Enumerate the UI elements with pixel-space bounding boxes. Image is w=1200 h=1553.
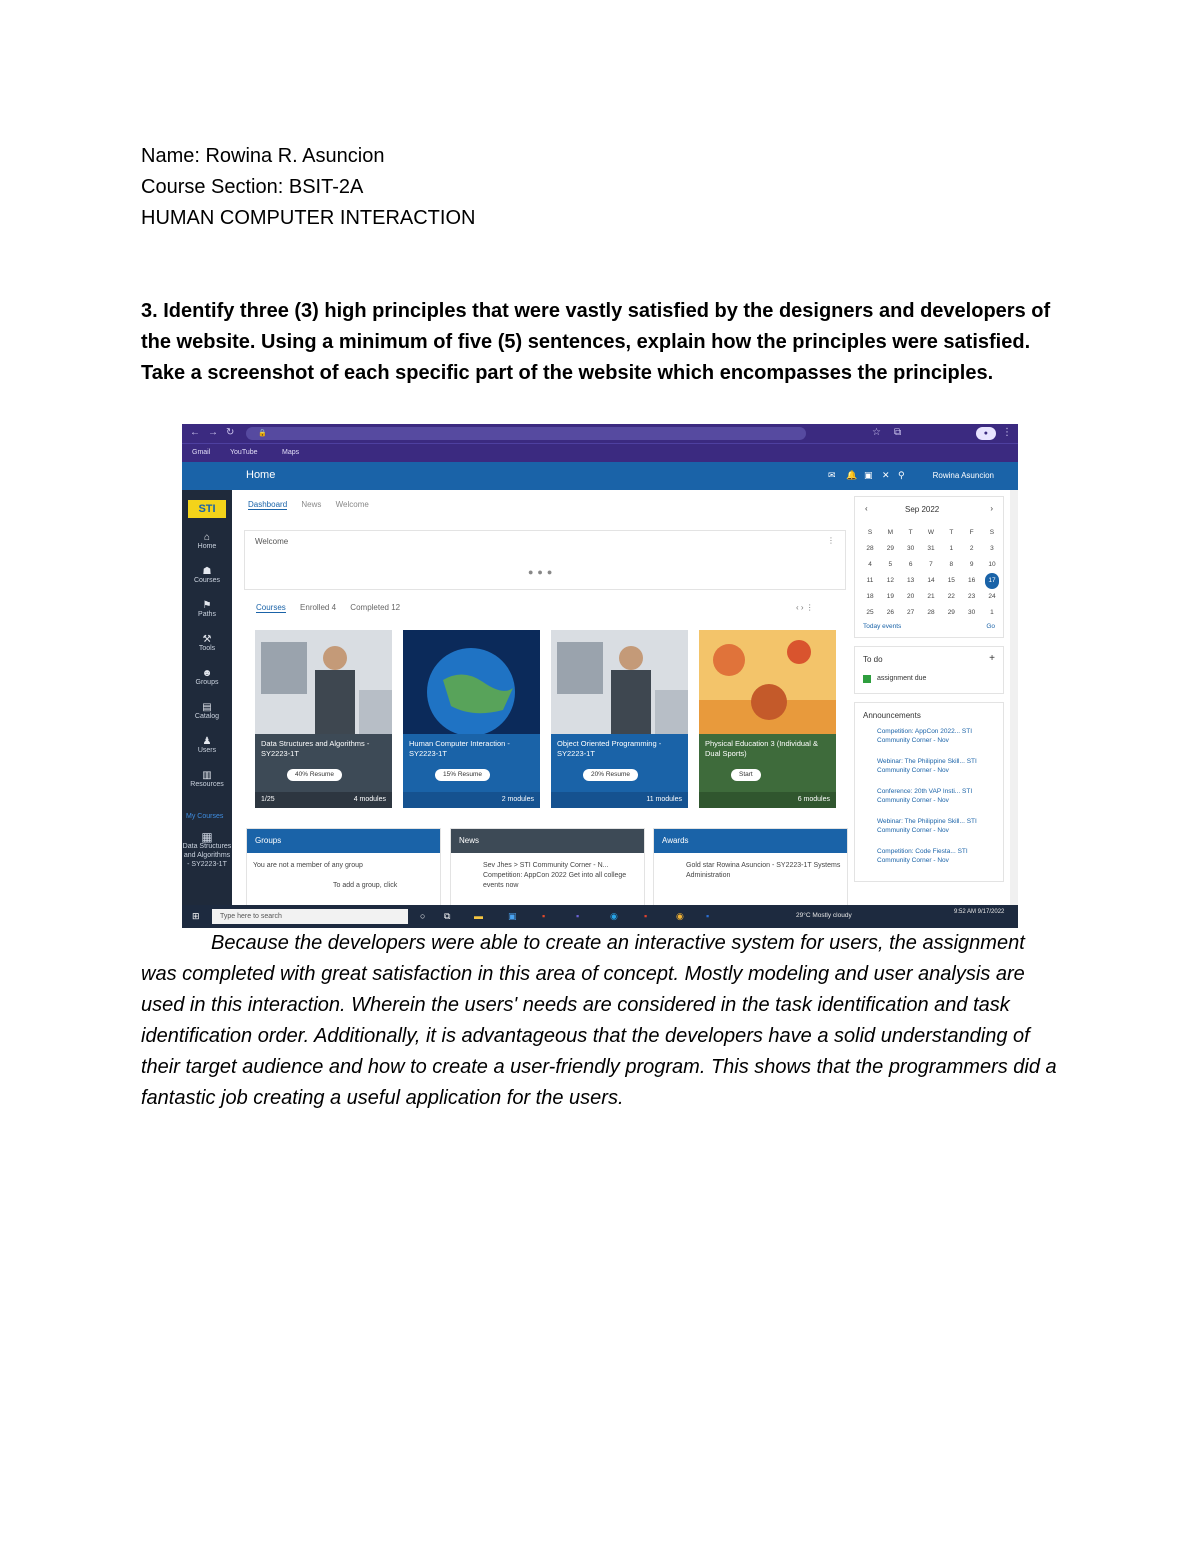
tools-icon: ⚒ (202, 634, 212, 645)
calendar-day[interactable]: 18 (866, 593, 874, 600)
course-progress: 1/25 (261, 796, 275, 803)
puzzle-icon[interactable]: ⧉ (894, 427, 902, 438)
calendar-weekday-row (863, 525, 999, 541)
app-title: Home (246, 469, 276, 481)
tab-dashboard[interactable]: Dashboard (248, 500, 288, 509)
welcome-title: Welcome (255, 537, 289, 546)
calendar-week-row (863, 557, 999, 573)
course-band (255, 734, 392, 792)
sidebar-item-tools[interactable]: ⚒ Tools (182, 634, 232, 652)
paths-icon: ⚑ (202, 600, 212, 611)
calendar-footer-right[interactable]: Go (986, 623, 995, 630)
bookmarks-bar (182, 443, 1018, 463)
address-bar[interactable]: 🔒 (246, 427, 806, 440)
file-explorer-icon[interactable]: ▬ (474, 911, 483, 921)
calendar-day[interactable]: 4 (868, 561, 872, 568)
calendar-day[interactable]: 1 (990, 609, 994, 616)
calendar-weekday: T (908, 529, 913, 536)
student-name: Name: Rowina R. Asuncion (141, 145, 385, 167)
windows-taskbar (182, 905, 1018, 928)
calendar-prev-icon[interactable]: ‹ (865, 504, 868, 513)
announcement-item[interactable]: Webinar: The Philippine Skill... STI Community Corner - Nov (877, 818, 977, 834)
start-button[interactable]: Start (731, 769, 761, 781)
forward-icon[interactable]: → (208, 427, 218, 438)
my-courses-label: My Courses (186, 813, 224, 820)
teams-icon[interactable]: ▪ (576, 911, 580, 921)
calendar-day[interactable]: 26 (886, 609, 894, 616)
search-icon[interactable]: ⚲ (898, 470, 905, 480)
calendar-day[interactable]: 3 (990, 545, 994, 552)
calendar-day[interactable]: 6 (908, 561, 913, 568)
calendar-day[interactable]: 28 (927, 609, 935, 616)
tab-completed[interactable]: Completed 12 (350, 603, 401, 612)
course-card[interactable] (551, 630, 688, 808)
calendar-day[interactable]: 11 (866, 577, 874, 584)
website-screenshot (182, 424, 1018, 928)
checkbox-icon[interactable] (863, 675, 871, 683)
panel-body: Sev Jhes > STI Community Corner - N... Competition: AppCon 2022 Get into all college events now (483, 862, 627, 889)
calendar-day[interactable]: 9 (969, 561, 974, 568)
calendar-day[interactable]: 2 (969, 545, 974, 552)
course-card[interactable] (403, 630, 540, 808)
answer-paragraph (141, 928, 1061, 1114)
course-thumb-icon: ▦ (201, 830, 213, 844)
course-title: Data Structures and Algorithms - SY2223-1T (261, 739, 370, 758)
sidebar (182, 490, 232, 905)
course-footer (699, 792, 836, 808)
calendar-day[interactable]: 30 (968, 609, 976, 616)
right-column (854, 496, 1004, 904)
calendar-day[interactable]: 27 (907, 609, 915, 616)
welcome-card (244, 530, 846, 590)
calendar-day[interactable]: 5 (888, 561, 893, 568)
taskbar-search[interactable]: Type here to search (212, 909, 408, 924)
calendar-weekday: W (927, 529, 935, 536)
course-tabs (256, 603, 412, 612)
calendar-day[interactable]: 25 (866, 609, 874, 616)
calendar-weekday: F (969, 529, 974, 536)
bookmark-youtube[interactable]: YouTube (230, 449, 258, 456)
welcome-menu-icon[interactable]: ⋮ (827, 536, 835, 545)
course-modules: 4 modules (353, 796, 386, 803)
extension-icon[interactable]: ☆ (872, 427, 881, 438)
store-icon[interactable]: ▣ (508, 911, 517, 921)
groups-icon: ☻ (201, 668, 213, 679)
course-band (403, 734, 540, 792)
calendar-weekday: S (867, 529, 873, 536)
announcement-item[interactable]: Conference: 20th VAP Insti... STI Community Corner - Nov (877, 788, 973, 804)
browser-toolbar (182, 424, 1018, 443)
course-modules: 11 modules (646, 796, 682, 803)
page-scrollbar[interactable] (1010, 490, 1018, 905)
course-card[interactable] (699, 630, 836, 808)
sti-logo[interactable]: STI (188, 500, 226, 518)
sidebar-item-users[interactable]: ♟ Users (182, 736, 232, 754)
add-todo-icon[interactable]: + (989, 653, 995, 664)
todo-item: assignment due (877, 675, 927, 682)
calendar-week-row (863, 605, 999, 621)
clock[interactable]: 9:52 AM 9/17/2022 (954, 909, 1005, 915)
word-icon[interactable]: ▪ (706, 911, 710, 921)
calendar-day[interactable]: 17 (985, 573, 999, 589)
resources-icon: ▥ (202, 770, 212, 781)
calendar-week-row (863, 541, 999, 557)
course-band (699, 734, 836, 792)
calendar-day[interactable]: 21 (927, 593, 935, 600)
calendar-day[interactable]: 24 (988, 593, 996, 600)
notification-icon[interactable]: 🔔 (846, 470, 858, 480)
question-text: 3. Identify three (3) high principles that were vastly satisfied by the designers and developers of the website. Using a minimum of five (5) sentences, explain how the principles were satisfied. Take a screenshot of each specific part of the website which encompasses the principles. (141, 300, 1051, 384)
home-icon: ⌂ (203, 532, 211, 543)
panel-header: News (451, 829, 644, 853)
announcement-item[interactable]: Competition: AppCon 2022... STI Community Corner - Nov (877, 728, 973, 744)
course-section: Course Section: BSIT-2A (141, 176, 364, 198)
mail-icon[interactable]: ✉ (828, 470, 836, 480)
course-footer (255, 792, 392, 808)
resume-button[interactable]: 40% Resume (287, 769, 342, 781)
sidebar-item-resources[interactable]: ▥ Resources (182, 770, 232, 788)
calendar-day[interactable]: 29 (886, 545, 894, 552)
calendar-day[interactable]: 20 (907, 593, 915, 600)
calendar-day[interactable]: 14 (927, 577, 935, 584)
courses-icon: ☗ (202, 566, 212, 577)
resume-button[interactable]: 15% Resume (435, 769, 490, 781)
weather-widget[interactable]: 29°C Mostly cloudy (796, 912, 852, 919)
course-title: Physical Education 3 (Individual & Dual Sports) (705, 739, 818, 758)
todo-title: To do (863, 655, 883, 664)
panel-body: Gold star Rowina Asuncion - SY2223-1T Systems Administration (686, 862, 841, 879)
carousel-dots[interactable]: ●●● (528, 567, 557, 577)
calendar-week-row (863, 589, 999, 605)
tab-news[interactable]: News (301, 500, 322, 509)
calendar-day[interactable]: 7 (929, 561, 933, 568)
office-icon[interactable]: ▪ (542, 911, 546, 921)
calendar-weekday: S (989, 529, 995, 536)
calendar-week-row (863, 573, 999, 589)
course-footer (551, 792, 688, 808)
answer-text: Because the developers were able to create an interactive system for users, the assignment was completed with great satisfaction in this area of concept. Mostly modeling and user analysis are used in this interaction. Wherein the users' needs are considered in the task identification and task identification order. Additionally, it is advantageous that the developers have a solid understanding of their target audience and how to create a user-friendly program. This shows that the programmers did a fantastic job creating a useful application for the users. (141, 932, 1057, 1109)
calendar-day[interactable]: 31 (927, 545, 935, 552)
edge-icon[interactable]: ◉ (610, 911, 618, 921)
reload-icon[interactable]: ↻ (226, 427, 235, 438)
course-title: Human Computer Interaction - SY2223-1T (409, 739, 510, 758)
course-image-office (551, 630, 688, 734)
news-panel (450, 828, 645, 908)
sidebar-item-groups[interactable]: ☻ Groups (182, 668, 232, 686)
sidebar-item-courses[interactable]: ☗ Courses (182, 566, 232, 584)
panel-body: You are not a member of any group To add a group, click (253, 862, 398, 889)
calendar-day[interactable]: 16 (968, 577, 976, 584)
dashboard-tabs (248, 500, 381, 509)
app-header (182, 462, 1018, 490)
cortana-icon[interactable]: ○ (420, 911, 426, 921)
course-image-globe (403, 630, 540, 734)
calendar-day[interactable]: 22 (947, 593, 955, 600)
calendar-footer-left[interactable]: Today events (863, 623, 902, 630)
calendar-day[interactable]: 13 (907, 577, 915, 584)
course-title: Object Oriented Programming - SY2223-1T (557, 739, 662, 758)
calendar-day[interactable]: 15 (947, 577, 955, 584)
chrome-icon[interactable]: ◉ (676, 911, 684, 921)
calendar-widget (854, 496, 1004, 638)
calendar-day[interactable]: 29 (947, 609, 955, 616)
announcements-widget (854, 702, 1004, 882)
panel-header: Groups (247, 829, 440, 853)
calendar-day[interactable]: 23 (968, 593, 976, 600)
announcements-title: Announcements (863, 711, 921, 720)
sidebar-item-catalog[interactable]: ▤ Catalog (182, 702, 232, 720)
calendar-day[interactable]: 1 (949, 545, 954, 552)
course-card[interactable] (255, 630, 392, 808)
bookmark-gmail[interactable]: Gmail (192, 449, 211, 456)
todo-widget (854, 646, 1004, 694)
course-image-office (255, 630, 392, 734)
bookmark-maps[interactable]: Maps (282, 449, 300, 456)
calendar-day[interactable]: 28 (866, 545, 874, 552)
calendar-weekday: M (887, 529, 894, 536)
catalog-icon: ▤ (202, 702, 212, 713)
subject-title: HUMAN COMPUTER INTERACTION (141, 207, 476, 229)
course-footer (403, 792, 540, 808)
calendar-day[interactable]: 12 (886, 577, 894, 584)
panel-header: Awards (654, 829, 847, 853)
calendar-next-icon[interactable]: › (990, 504, 993, 513)
calendar-grid (863, 525, 999, 621)
calendar-day[interactable]: 8 (949, 561, 954, 568)
calendar-weekday: T (949, 529, 954, 536)
calendar-title: Sep 2022 (905, 505, 940, 514)
course-band (551, 734, 688, 792)
groups-panel (246, 828, 441, 908)
profile-chip[interactable]: ● (976, 427, 996, 440)
tab-enrolled[interactable]: Enrolled 4 (300, 603, 337, 612)
tab-courses[interactable]: Courses (256, 603, 286, 612)
user-menu[interactable]: Rowina Asuncion (932, 471, 994, 480)
catalog-icon[interactable]: ▣ (864, 470, 873, 480)
awards-panel (653, 828, 848, 908)
announcement-item[interactable]: Webinar: The Philippine Skill... STI Community Corner - Nov (877, 758, 977, 774)
resume-button[interactable]: 20% Resume (583, 769, 638, 781)
calendar-day[interactable]: 10 (988, 561, 996, 568)
wps-icon[interactable]: ▪ (644, 911, 648, 921)
back-icon[interactable]: ← (190, 427, 200, 438)
announcement-item[interactable]: Competition: Code Fiesta... STI Community Corner - Nov (877, 848, 968, 864)
users-icon: ♟ (202, 736, 212, 747)
course-modules: 2 modules (501, 796, 534, 803)
calendar-day[interactable]: 30 (907, 545, 915, 552)
menu-kebab-icon[interactable]: ⋮ (1002, 427, 1012, 438)
calendar-day[interactable]: 19 (886, 593, 894, 600)
course-image-illustration (699, 630, 836, 734)
sidebar-item-paths[interactable]: ⚑ Paths (182, 600, 232, 618)
sidebar-item-home[interactable]: ⌂ Home (182, 532, 232, 550)
task-view-icon[interactable]: ⧉ (444, 911, 451, 921)
sidebar-course-link[interactable]: ▦ Data Structures and Algorithms - SY2223-1T (182, 830, 232, 868)
tab-welcome[interactable]: Welcome (335, 500, 369, 509)
course-modules: 6 modules (797, 796, 830, 803)
close-icon[interactable]: ✕ (882, 470, 890, 480)
course-nav-arrows[interactable]: ‹ › ⋮ (796, 603, 814, 612)
start-icon[interactable]: ⊞ (192, 911, 200, 921)
